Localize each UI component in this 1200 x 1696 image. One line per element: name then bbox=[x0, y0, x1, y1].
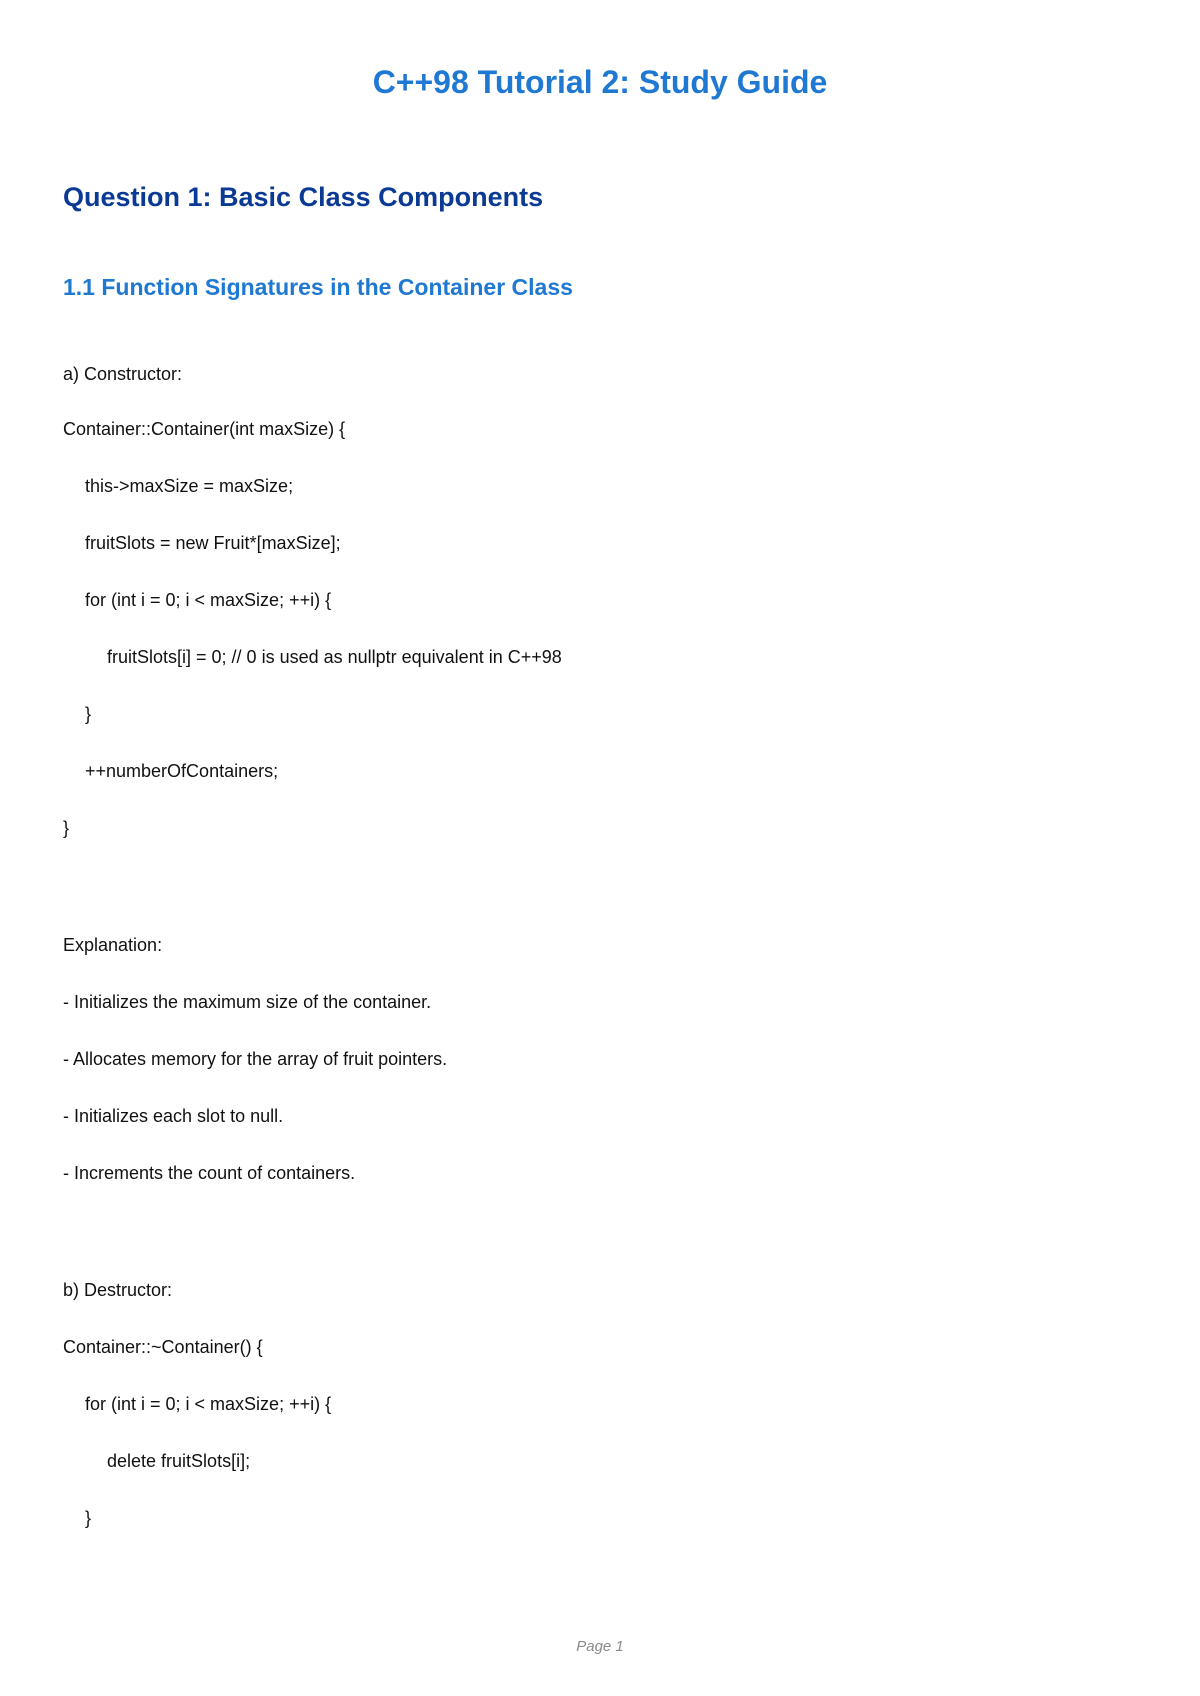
code-line: fruitSlots[i] = 0; // 0 is used as nullptr equivalent in C++98 bbox=[107, 647, 562, 667]
code-line: delete fruitSlots[i]; bbox=[107, 1451, 251, 1471]
explanation-item: - Initializes the maximum size of the container. bbox=[63, 992, 432, 1012]
explanation-item: - Increments the count of containers. bbox=[63, 1163, 356, 1183]
page-number: Page 1 bbox=[576, 1638, 624, 1655]
explanation-label: Explanation: bbox=[63, 935, 163, 955]
explanation-item: - Allocates memory for the array of fruit pointers. bbox=[63, 1049, 448, 1069]
code-line: } bbox=[63, 818, 70, 838]
section-heading: Question 1: Basic Class Components bbox=[63, 182, 544, 212]
code-line: for (int i = 0; i < maxSize; ++i) { bbox=[85, 1394, 332, 1414]
code-line: } bbox=[85, 704, 92, 724]
code-line: this->maxSize = maxSize; bbox=[85, 476, 294, 496]
page-title: C++98 Tutorial 2: Study Guide bbox=[372, 64, 828, 100]
code-line: Container::Container(int maxSize) { bbox=[63, 419, 346, 439]
explanation-item: - Initializes each slot to null. bbox=[63, 1106, 284, 1126]
code-line: } bbox=[85, 1508, 92, 1528]
code-line: fruitSlots = new Fruit*[maxSize]; bbox=[85, 533, 341, 553]
code-line: ++numberOfContainers; bbox=[85, 761, 279, 781]
subsection-heading: 1.1 Function Signatures in the Container Class bbox=[63, 274, 573, 300]
code-line: for (int i = 0; i < maxSize; ++i) { bbox=[85, 590, 332, 610]
code-line: Container::~Container() { bbox=[63, 1337, 263, 1357]
destructor-label: b) Destructor: bbox=[63, 1280, 173, 1300]
constructor-label: a) Constructor: bbox=[63, 364, 183, 384]
